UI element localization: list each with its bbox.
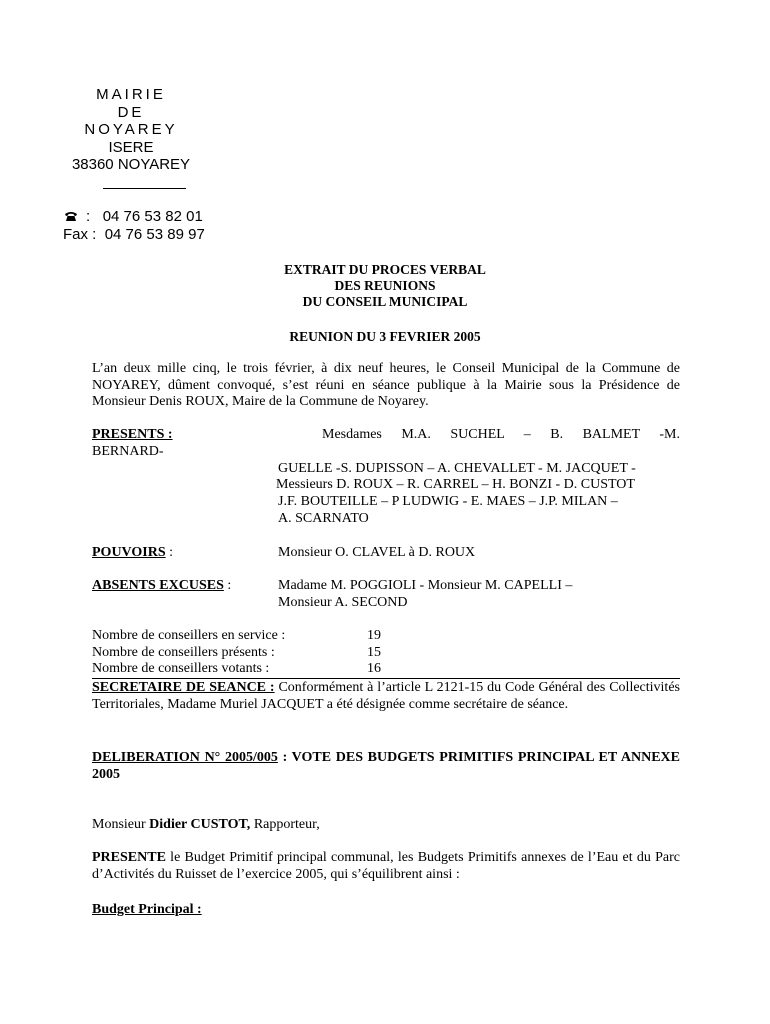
deliberation-heading xyxy=(92,750,680,783)
presents-line: GUELLE -S. DUPISSON – A. CHEVALLET - M. JACQUET - xyxy=(278,461,636,476)
rapporteur-name: Didier CUSTOT, xyxy=(149,817,251,832)
title-line: EXTRAIT DU PROCES VERBAL xyxy=(284,262,486,277)
rapporteur-line xyxy=(92,817,320,834)
count-label: Nombre de conseillers votants : xyxy=(92,661,270,676)
presente-paragraph xyxy=(92,850,680,883)
fax-line xyxy=(63,226,205,244)
presents-line: J.F. BOUTEILLE – P LUDWIG - E. MAES – J.P. MILAN – xyxy=(278,494,618,509)
absents-line: Madame M. POGGIOLI - Monsieur M. CAPELLI – xyxy=(278,578,573,593)
absents-sep: : xyxy=(223,578,232,593)
mairie-line: ISERE xyxy=(108,138,154,156)
presents-label: PRESENTS : xyxy=(92,427,173,442)
pouvoirs-sep: : xyxy=(165,545,174,560)
budget-principal-heading: Budget Principal : xyxy=(92,902,202,917)
mairie-line: DE xyxy=(117,103,145,121)
count-value: 15 xyxy=(367,645,381,660)
phone-label: : xyxy=(86,208,91,225)
count-label: Nombre de conseillers présents : xyxy=(92,645,275,660)
presents-line: Messieurs D. ROUX – R. CARREL – H. BONZI - D. CUSTOT xyxy=(276,477,635,492)
section-divider xyxy=(92,678,680,679)
header-divider xyxy=(103,188,186,189)
mairie-line: 38360 NOYAREY xyxy=(71,156,191,173)
intro-paragraph: L’an deux mille cinq, le trois février, à dix neuf heures, le Conseil Municipal de la Commune de NOYAREY, dûment convoqué, s’est réuni en séance publique à la Mairie sous la Présidence de Monsieur Denis ROUX, Maire de la Commune de Noyarey. xyxy=(92,361,680,409)
secretaire-label: SECRETAIRE DE SEANCE : xyxy=(92,680,275,695)
secretaire-paragraph xyxy=(92,680,680,713)
document-title xyxy=(0,262,770,310)
pouvoirs-label: POUVOIRS xyxy=(92,545,166,560)
count-label: Nombre de conseillers en service : xyxy=(92,628,286,643)
absents-heading xyxy=(92,578,231,595)
rapporteur-role: Rapporteur, xyxy=(250,817,320,832)
mairie-line: MAIRIE xyxy=(96,86,166,103)
secretaire-text: Conformément à l’article L 2121-15 du Code Général des Collectivités Territoriales, Madame Muriel JACQUET a été désignée comme secrétaire de séance. xyxy=(92,680,680,712)
rapporteur-prefix: Monsieur xyxy=(92,817,150,832)
mairie-line: NOYAREY xyxy=(84,121,178,138)
phone-line xyxy=(64,208,205,226)
count-value: 19 xyxy=(367,628,381,643)
deliberation-title: : VOTE DES BUDGETS PRIMITIFS PRINCIPAL ET ANNEXE 2005 xyxy=(92,750,680,782)
telephone-icon xyxy=(64,208,86,226)
pouvoirs-value: Monsieur O. CLAVEL à D. ROUX xyxy=(278,545,476,560)
presente-label: PRESENTE xyxy=(92,850,166,865)
deliberation-number: DELIBERATION N° 2005/005 xyxy=(92,750,278,765)
title-line: DU CONSEIL MUNICIPAL xyxy=(302,294,468,309)
phone-number: 04 76 53 82 01 xyxy=(102,208,203,225)
absents-line: Monsieur A. SECOND xyxy=(278,595,408,610)
presents-line: BERNARD- xyxy=(92,444,164,459)
presents-line: A. SCARNATO xyxy=(278,511,369,526)
presents-line: Mesdames M.A. SUCHEL – B. BALMET -M. xyxy=(322,427,680,442)
fax-number: 04 76 53 89 97 xyxy=(104,226,205,243)
contact-block xyxy=(64,208,205,244)
meeting-title: REUNION DU 3 FEVRIER 2005 xyxy=(289,329,481,344)
presente-text: le Budget Primitif principal communal, les Budgets Primitifs annexes de l’Eau et du Parc d’Activités du Ruisset de l’exercice 2005, qui s’équilibrent ainsi : xyxy=(92,850,680,882)
mairie-address-block xyxy=(56,86,206,174)
fax-label: Fax : xyxy=(63,226,97,243)
absents-label: ABSENTS EXCUSES xyxy=(92,578,224,593)
count-value: 16 xyxy=(367,661,381,676)
title-line: DES REUNIONS xyxy=(334,278,436,293)
pouvoirs-heading xyxy=(92,545,173,562)
